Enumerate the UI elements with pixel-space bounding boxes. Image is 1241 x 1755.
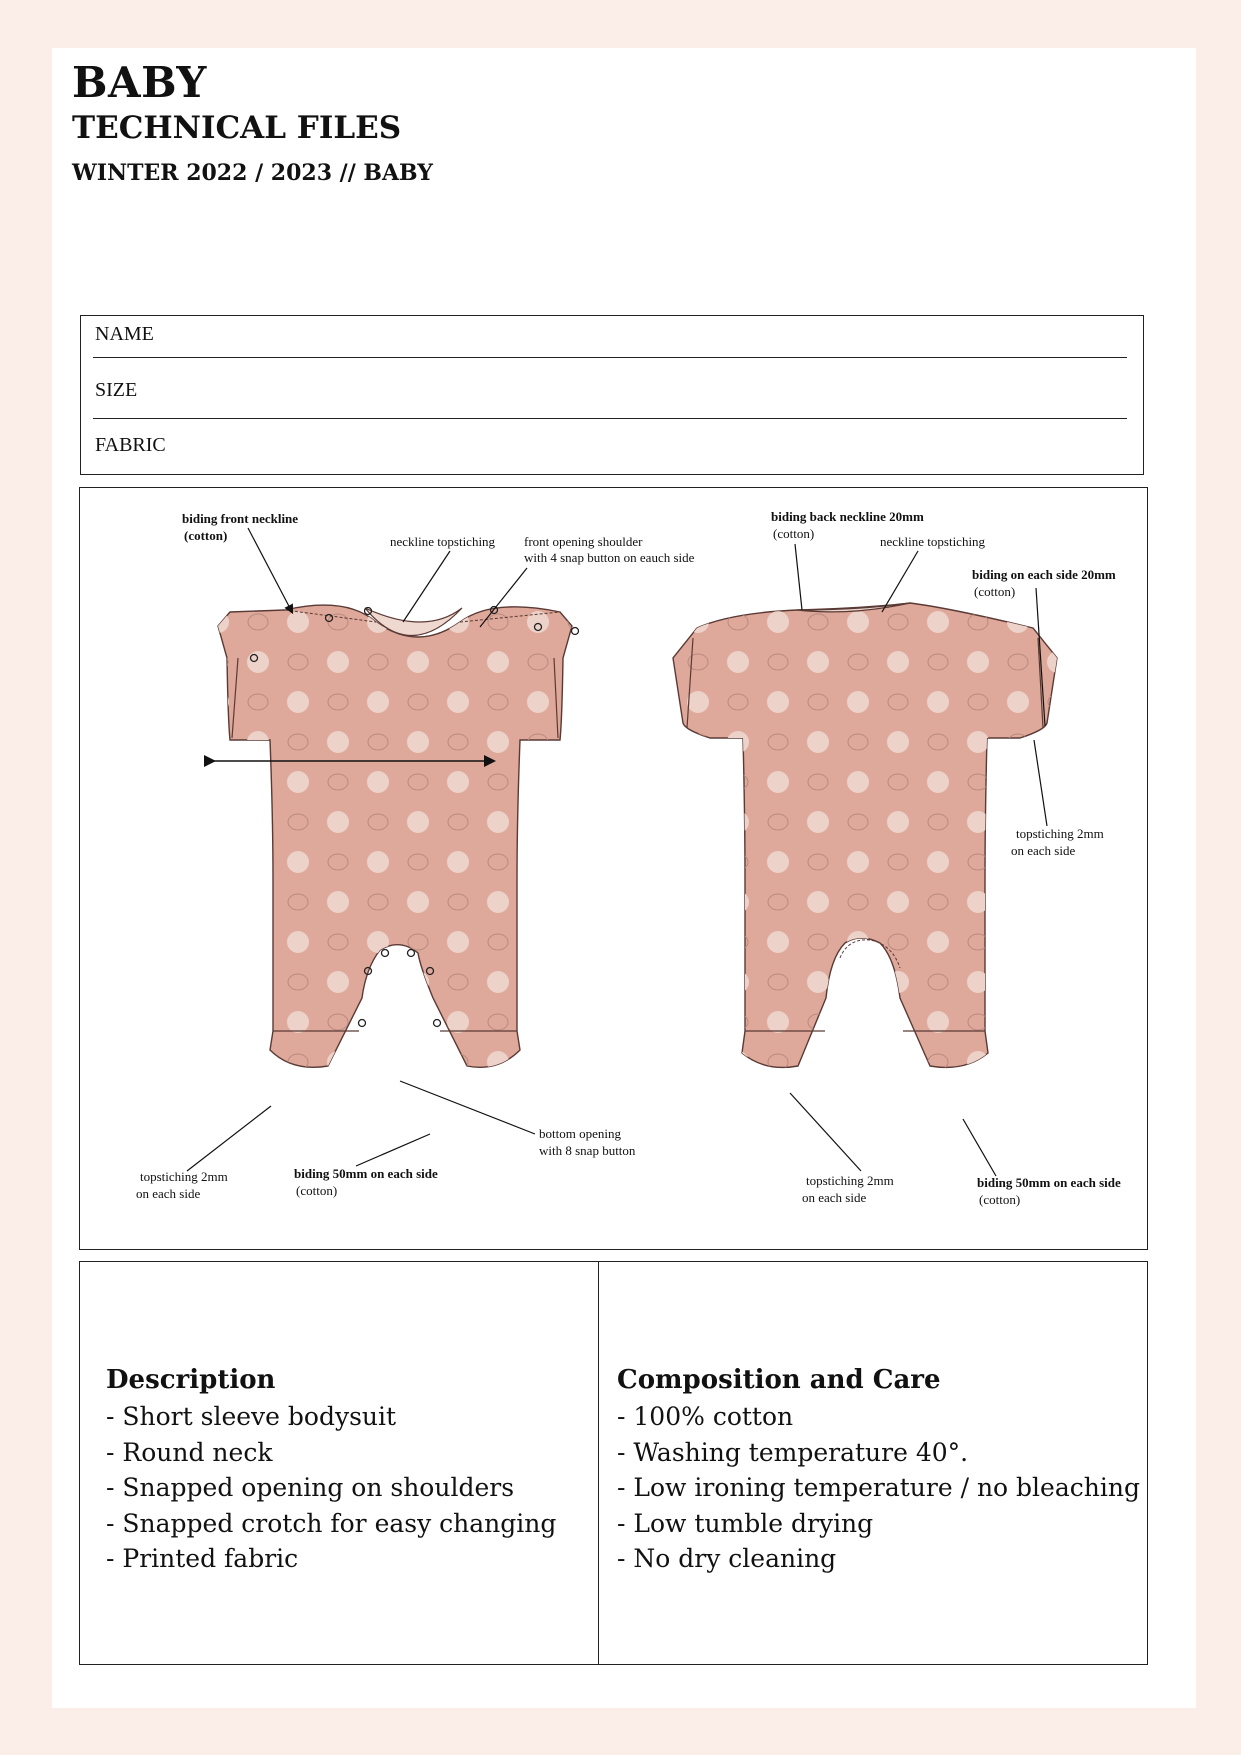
back-hem-binding-material: (cotton) [979,1192,1021,1207]
size-field-label: SIZE [95,379,138,401]
front-bottom-opening-label: bottom opening [539,1126,621,1141]
back-hem-binding-label: biding 50mm on each side [977,1175,1121,1190]
back-neckline-topstitch-label: neckline topstiching [880,534,986,549]
technical-drawing [80,488,1146,1248]
front-hem-binding-material: (cotton) [296,1183,338,1198]
composition-item: - Washing temperature 40°. [617,1437,969,1467]
back-side-binding-material: (cotton) [974,584,1016,599]
description-item: - Short sleeve bodysuit [106,1402,397,1431]
document-subtitle: TECHNICAL FILES [72,110,402,146]
front-bottom-opening-detail: with 8 snap button [539,1143,636,1158]
info-fields-box [80,315,1144,475]
back-neckline-binding-material: (cotton) [773,526,815,541]
back-side-binding-label: biding on each side 20mm [972,567,1116,582]
description-item: - Round neck [106,1437,273,1467]
description-section [106,1365,556,1577]
back-side-topstitch-detail: on each side [1011,843,1076,858]
front-hem-topstitch-label: topstiching 2mm [140,1169,228,1184]
front-neckline-binding-label: biding front neckline [182,511,299,526]
composition-item: - Low ironing temperature / no bleaching [617,1473,1140,1502]
name-field-label: NAME [95,323,154,345]
composition-section [617,1365,1140,1577]
composition-item: - No dry cleaning [617,1544,837,1573]
front-neckline-binding-material: (cotton) [184,528,228,543]
back-hem-topstitch-label: topstiching 2mm [806,1173,894,1188]
front-bodysuit-drawing [213,605,579,1067]
back-hem-topstitch-detail: on each side [802,1190,867,1205]
front-neckline-topstitch-label: neckline topstiching [390,534,496,549]
description-item: - Printed fabric [106,1544,299,1573]
front-shoulder-opening-detail: with 4 snap button on eauch side [524,550,695,565]
season-label: WINTER 2022 / 2023 // BABY [72,160,433,186]
details-divider [598,1262,599,1664]
document-title: BABY [72,58,207,107]
front-hem-binding-label: biding 50mm on each side [294,1166,438,1181]
name-field-line[interactable] [93,357,1127,358]
description-item: - Snapped crotch for easy changing [106,1508,557,1538]
technical-drawing-panel [79,487,1148,1250]
fabric-field-label: FABRIC [95,434,166,456]
front-shoulder-opening-label: front opening shoulder [524,534,643,549]
back-side-topstitch-label: topstiching 2mm [1016,826,1104,841]
front-hem-topstitch-detail: on each side [136,1186,201,1201]
description-item: - Snapped opening on shoulders [106,1473,515,1502]
back-bodysuit-drawing [673,603,1057,1067]
composition-item: - 100% cotton [617,1402,794,1431]
details-box [79,1261,1148,1665]
description-title: Description [106,1365,276,1395]
size-field-line[interactable] [93,418,1127,419]
composition-title: Composition and Care [617,1365,941,1395]
back-neckline-binding-label: biding back neckline 20mm [771,509,924,524]
composition-item: - Low tumble drying [617,1508,874,1538]
